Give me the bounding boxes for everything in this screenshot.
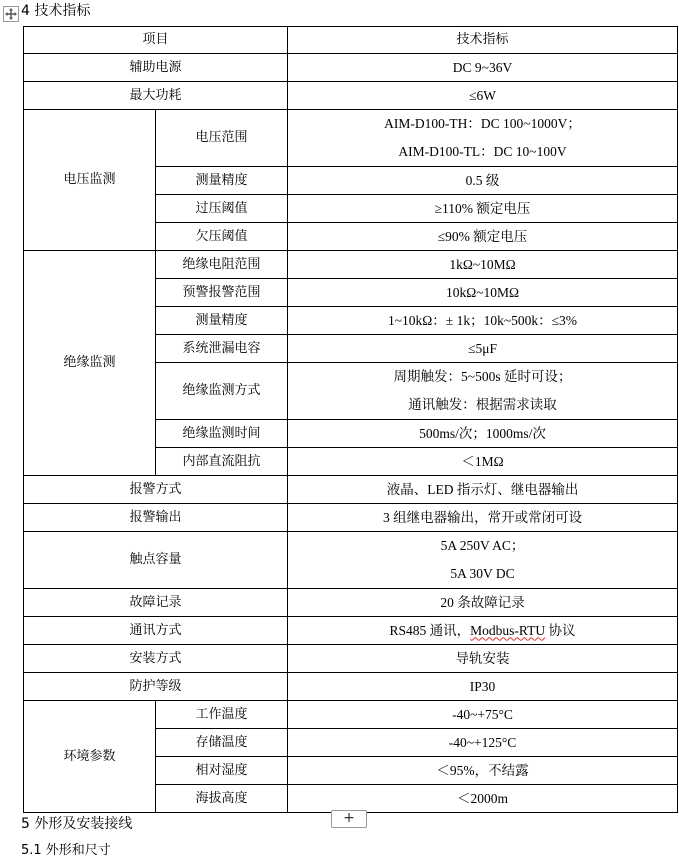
comm-protocol: Modbus-RTU bbox=[470, 622, 546, 638]
row-label: 海拔高度 bbox=[156, 785, 288, 813]
header-spec: 技术指标 bbox=[288, 27, 678, 54]
heading-5-1: 5.1 外形和尺寸 bbox=[21, 843, 111, 858]
value-line: 周期触发：5~500s 延时可设； bbox=[393, 369, 572, 384]
value-line: AIM-D100-TL：DC 10~100V bbox=[398, 144, 567, 159]
row-label: 过压阈值 bbox=[156, 195, 288, 223]
row-label: 报警输出 bbox=[24, 504, 288, 532]
comm-prefix: RS485 通讯， bbox=[389, 622, 471, 638]
value-line: 5A 250V AC； bbox=[440, 538, 525, 553]
row-label: 电压范围 bbox=[156, 110, 288, 167]
row-value: 导轨安装 bbox=[288, 645, 678, 673]
table-row bbox=[24, 82, 678, 110]
table-row bbox=[24, 251, 678, 279]
row-value bbox=[288, 363, 678, 420]
header-item: 项目 bbox=[24, 27, 288, 54]
row-label: 预警报警范围 bbox=[156, 279, 288, 307]
row-value bbox=[288, 532, 678, 589]
row-label: 辅助电源 bbox=[24, 54, 288, 82]
row-label: 测量精度 bbox=[156, 167, 288, 195]
table-row bbox=[24, 673, 678, 701]
row-label: 内部直流阻抗 bbox=[156, 448, 288, 476]
row-value: 20 条故障记录 bbox=[288, 589, 678, 617]
move-arrows-icon bbox=[5, 8, 17, 20]
heading-5: 5 外形及安装接线 bbox=[21, 816, 133, 832]
section-title: 4 技术指标 bbox=[21, 3, 91, 19]
table-row bbox=[24, 54, 678, 82]
row-value: ＜1MΩ bbox=[288, 448, 678, 476]
row-label: 故障记录 bbox=[24, 589, 288, 617]
group-label: 绝缘监测 bbox=[24, 251, 156, 476]
value-line: 通讯触发：根据需求读取 bbox=[408, 397, 557, 412]
row-value: -40~+125°C bbox=[288, 729, 678, 757]
row-value: DC 9~36V bbox=[288, 54, 678, 82]
row-label: 绝缘监测时间 bbox=[156, 420, 288, 448]
row-label: 欠压阈值 bbox=[156, 223, 288, 251]
row-value: 10kΩ~10MΩ bbox=[288, 279, 678, 307]
row-label: 存储温度 bbox=[156, 729, 288, 757]
row-value: 0.5 级 bbox=[288, 167, 678, 195]
table-row bbox=[24, 589, 678, 617]
row-value: ≤90% 额定电压 bbox=[288, 223, 678, 251]
value-line: 5A 30V DC bbox=[450, 566, 515, 581]
table-row bbox=[24, 617, 678, 645]
row-label: 防护等级 bbox=[24, 673, 288, 701]
row-label: 通讯方式 bbox=[24, 617, 288, 645]
row-value bbox=[288, 617, 678, 645]
table-row bbox=[24, 110, 678, 167]
row-label: 安装方式 bbox=[24, 645, 288, 673]
row-value: IP30 bbox=[288, 673, 678, 701]
row-label: 相对湿度 bbox=[156, 757, 288, 785]
row-label: 系统泄漏电容 bbox=[156, 335, 288, 363]
row-label: 最大功耗 bbox=[24, 82, 288, 110]
group-label: 环境参数 bbox=[24, 701, 156, 813]
row-label: 触点容量 bbox=[24, 532, 288, 589]
row-value: ＜2000m bbox=[288, 785, 678, 813]
row-label: 测量精度 bbox=[156, 307, 288, 335]
row-value: 500ms/次；1000ms/次 bbox=[288, 420, 678, 448]
row-value: 1kΩ~10MΩ bbox=[288, 251, 678, 279]
row-label: 工作温度 bbox=[156, 701, 288, 729]
row-value: ≤6W bbox=[288, 82, 678, 110]
spec-table bbox=[23, 26, 678, 813]
row-value: ＜95%，不结露 bbox=[288, 757, 678, 785]
value-line: AIM-D100-TH：DC 100~1000V； bbox=[384, 116, 581, 131]
row-label: 报警方式 bbox=[24, 476, 288, 504]
table-row bbox=[24, 476, 678, 504]
group-label: 电压监测 bbox=[24, 110, 156, 251]
row-label: 绝缘电阻范围 bbox=[156, 251, 288, 279]
row-value: 3 组继电器输出，常开或常闭可设 bbox=[288, 504, 678, 532]
add-row-button[interactable]: + bbox=[331, 810, 367, 828]
table-row bbox=[24, 504, 678, 532]
table-row bbox=[24, 532, 678, 589]
row-value: 液晶、LED 指示灯、继电器输出 bbox=[288, 476, 678, 504]
row-value: -40~+75°C bbox=[288, 701, 678, 729]
table-move-handle-icon[interactable] bbox=[3, 6, 19, 22]
row-value bbox=[288, 110, 678, 167]
table-row bbox=[24, 27, 678, 54]
table-row bbox=[24, 645, 678, 673]
row-value: ≥110% 额定电压 bbox=[288, 195, 678, 223]
row-value: 1~10kΩ：± 1k；10k~500k：≤3% bbox=[288, 307, 678, 335]
table-row bbox=[24, 701, 678, 729]
row-value: ≤5μF bbox=[288, 335, 678, 363]
comm-suffix: 协议 bbox=[545, 622, 576, 638]
row-label: 绝缘监测方式 bbox=[156, 363, 288, 420]
